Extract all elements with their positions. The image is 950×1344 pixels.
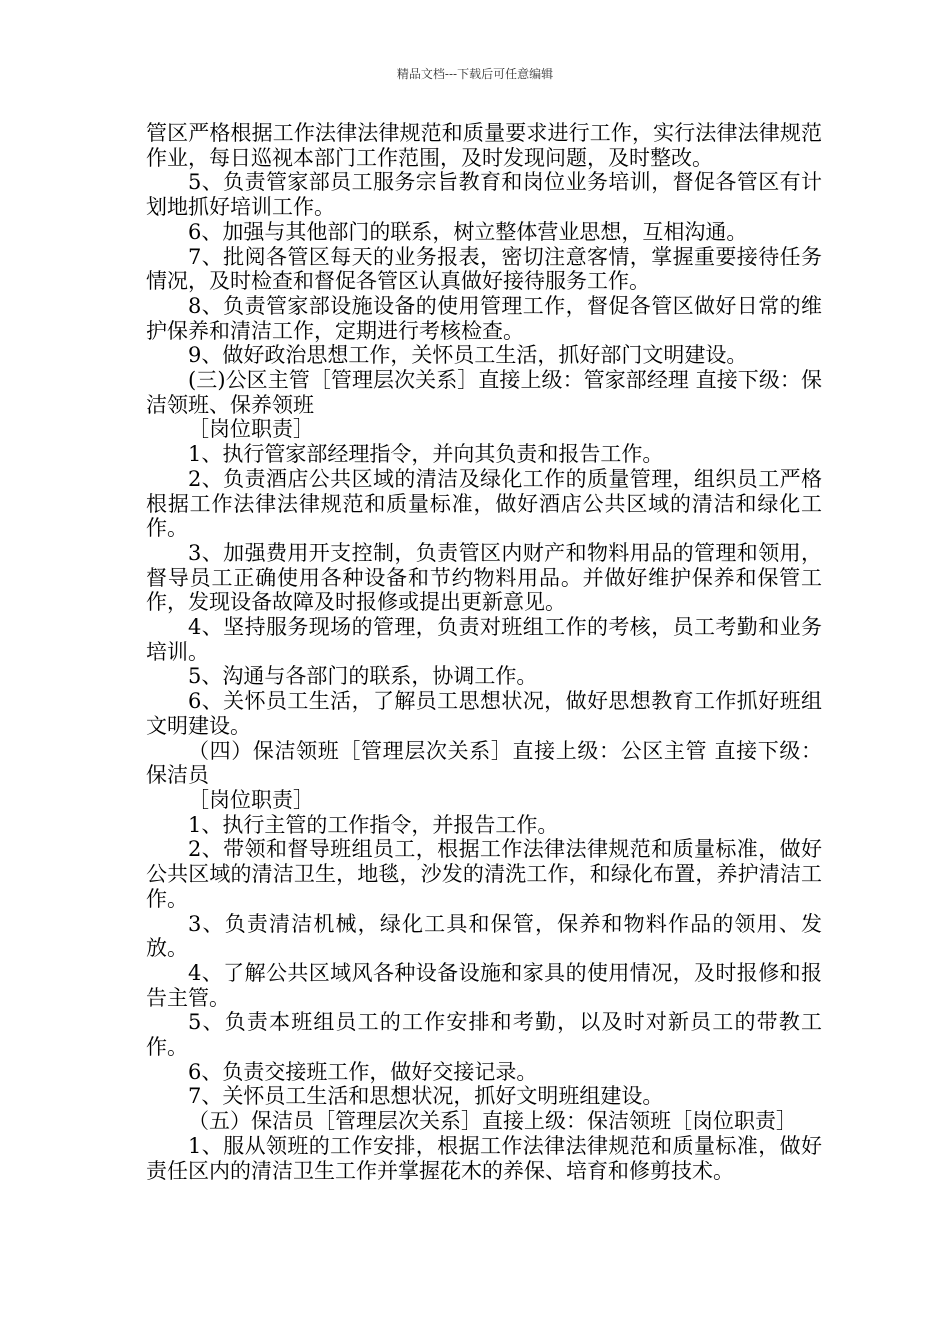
paragraph-item-1: 1、服从领班的工作安排，根据工作法律法律规范和质量标准，做好责任区内的清洁卫生工作并掌握花木的养保、培育和修剪技术。 xyxy=(146,1133,822,1183)
paragraph-item-1: 1、执行主管的工作指令，并报告工作。 xyxy=(188,812,559,837)
paragraph-item-6: 6、加强与其他部门的联系，树立整体营业思想，互相沟通。 xyxy=(188,219,748,244)
paragraph-item-9: 9、做好政治思想工作，关怀员工生活，抓好部门文明建设。 xyxy=(188,343,748,368)
paragraph-item-3: 3、加强费用开支控制，负责管区内财产和物料用品的管理和领用，督导员工正确使用各种设备和节约物料用品。并做好维护保养和保管工作，发现设备故障及时报修或提出更新意见。 xyxy=(146,540,822,615)
paragraph-continuation: 管区严格根据工作法律法律规范和质量要求进行工作，实行法律法律规范作业，每日巡视本部门工作范围，及时发现问题，及时整改。 xyxy=(146,121,822,170)
section-heading-5: （五）保洁员［管理层次关系］直接上级：保洁领班［岗位职责］ xyxy=(188,1109,797,1134)
paragraph-item-5: 5、负责管家部员工服务宗旨教育和岗位业务培训，督促各管区有计划地抓好培训工作。 xyxy=(146,170,822,220)
duties-heading: ［岗位职责］ xyxy=(188,417,314,442)
paragraph-item-6: 6、关怀员工生活，了解员工思想状况，做好思想教育工作抓好班组文明建设。 xyxy=(146,689,822,738)
paragraph-item-2: 2、带领和督导班组员工，根据工作法律法律规范和质量标准，做好公共区域的清洁卫生，地毯，沙发的清洗工作，和绿化布置，养护清洁工作。 xyxy=(146,837,822,911)
duties-heading: ［岗位职责］ xyxy=(188,787,314,812)
section-heading-4: （四）保洁领班［管理层次关系］直接上级：公区主管 直接下级：保洁员 xyxy=(146,738,822,788)
paragraph-item-8: 8、负责管家部设施设备的使用管理工作，督促各管区做好日常的维护保养和清洁工作，定期进行考核检查。 xyxy=(146,293,822,343)
paragraph-item-1: 1、执行管家部经理指令，并向其负责和报告工作。 xyxy=(188,442,664,467)
paragraph-item-6: 6、负责交接班工作，做好交接记录。 xyxy=(188,1059,538,1084)
paragraph-item-7: 7、批阅各管区每天的业务报表，密切注意客情，掌握重要接待任务情况，及时检查和督促各管区认真做好接待服务工作。 xyxy=(146,244,822,294)
document-body xyxy=(146,121,822,1183)
paragraph-item-2: 2、负责酒店公共区域的清洁及绿化工作的质量管理，组织员工严格根据工作法律法律规范和质量标准，做好酒店公共区域的清洁和绿化工作。 xyxy=(146,466,822,541)
paragraph-item-3: 3、负责清洁机械，绿化工具和保管，保养和物料作品的领用、发放。 xyxy=(146,911,822,961)
paragraph-item-4: 4、坚持服务现场的管理，负责对班组工作的考核，员工考勤和业务培训。 xyxy=(146,615,822,664)
page-header: 精品文档---下载后可任意编辑 xyxy=(396,67,554,81)
paragraph-item-4: 4、了解公共区域风各种设备设施和家具的使用情况，及时报修和报告主管。 xyxy=(146,960,822,1010)
section-heading-3: (三)公区主管［管理层次关系］直接上级：管家部经理 直接下级：保洁领班、保养领班 xyxy=(146,368,822,417)
paragraph-item-5: 5、负责本班组员工的工作安排和考勤，以及时对新员工的带教工作。 xyxy=(146,1010,822,1060)
paragraph-item-5: 5、沟通与各部门的联系，协调工作。 xyxy=(188,664,538,689)
paragraph-item-7: 7、关怀员工生活和思想状况，抓好文明班组建设。 xyxy=(188,1084,664,1109)
